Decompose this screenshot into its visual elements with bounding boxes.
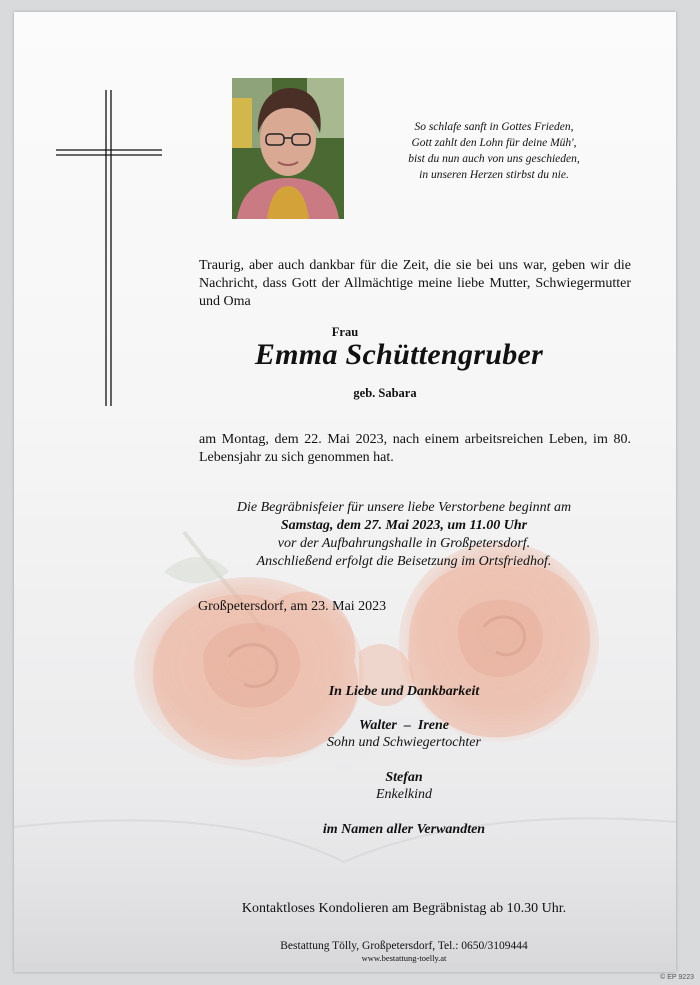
funeral-line: vor der Aufbahrungshalle in Großpetersdorf. (277, 536, 531, 551)
mourner-group (189, 717, 619, 751)
undertaker-footer (189, 940, 619, 964)
cross-icon (56, 90, 162, 406)
poem-line: So schlafe sanft in Gottes Frieden, (414, 121, 574, 133)
poem-line: in unseren Herzen stirbst du nie. (419, 169, 569, 181)
undertaker-contact: Bestattung Tölly, Großpetersdorf, Tel.: 0650/3109444 (280, 940, 528, 952)
mourner-names: Stefan (385, 770, 423, 785)
birth-name: geb. Sabara (353, 386, 417, 400)
mourners-closing: im Namen aller Verwandten (322, 822, 486, 837)
intro-text: Traurig, aber auch dankbar für die Zeit, die sie bei uns war, geben wir die Nachricht, dass Gott der Allmächtige meine liebe Mutter, Schwiegermutter und Oma (199, 258, 631, 309)
place-date: Großpetersdorf, am 23. Mai 2023 (198, 599, 387, 614)
mourner-group (189, 769, 619, 803)
condolence-note: Kontaktloses Kondolieren am Begräbnistag ab 10.30 Uhr. (241, 901, 567, 916)
obituary-sheet (14, 12, 676, 972)
funeral-line: Die Begräbnisfeier für unsere liebe Verstorbene beginnt am (236, 500, 572, 515)
undertaker-website[interactable]: www.bestattung-toelly.at (361, 953, 447, 963)
mourner-names: Walter – Irene (359, 718, 449, 733)
mourner-relation: Sohn und Schwiegertochter (327, 735, 481, 750)
funeral-line: Anschließend erfolgt die Beisetzung im Ortsfriedhof. (256, 554, 552, 569)
funeral-details (189, 499, 619, 571)
mourner-relation: Enkelkind (376, 787, 432, 802)
mourners-heading: In Liebe und Dankbarkeit (328, 684, 480, 699)
portrait-photo (232, 78, 344, 219)
poem-line: bist du nun auch von uns geschieden, (408, 153, 580, 165)
memorial-poem (374, 119, 614, 183)
funeral-date-time: Samstag, dem 27. Mai 2023, um 11.00 Uhr (280, 518, 528, 533)
death-notice: am Montag, dem 22. Mai 2023, nach einem arbeitsreichen Leben, im 80. Lebensjahr zu sich genommen hat. (199, 432, 631, 465)
deceased-name: Emma Schüttengruber (254, 338, 544, 371)
salutation: Frau (331, 325, 359, 339)
print-code: © EP 9223 (660, 974, 694, 981)
poem-line: Gott zahlt den Lohn für deine Müh', (411, 137, 577, 149)
